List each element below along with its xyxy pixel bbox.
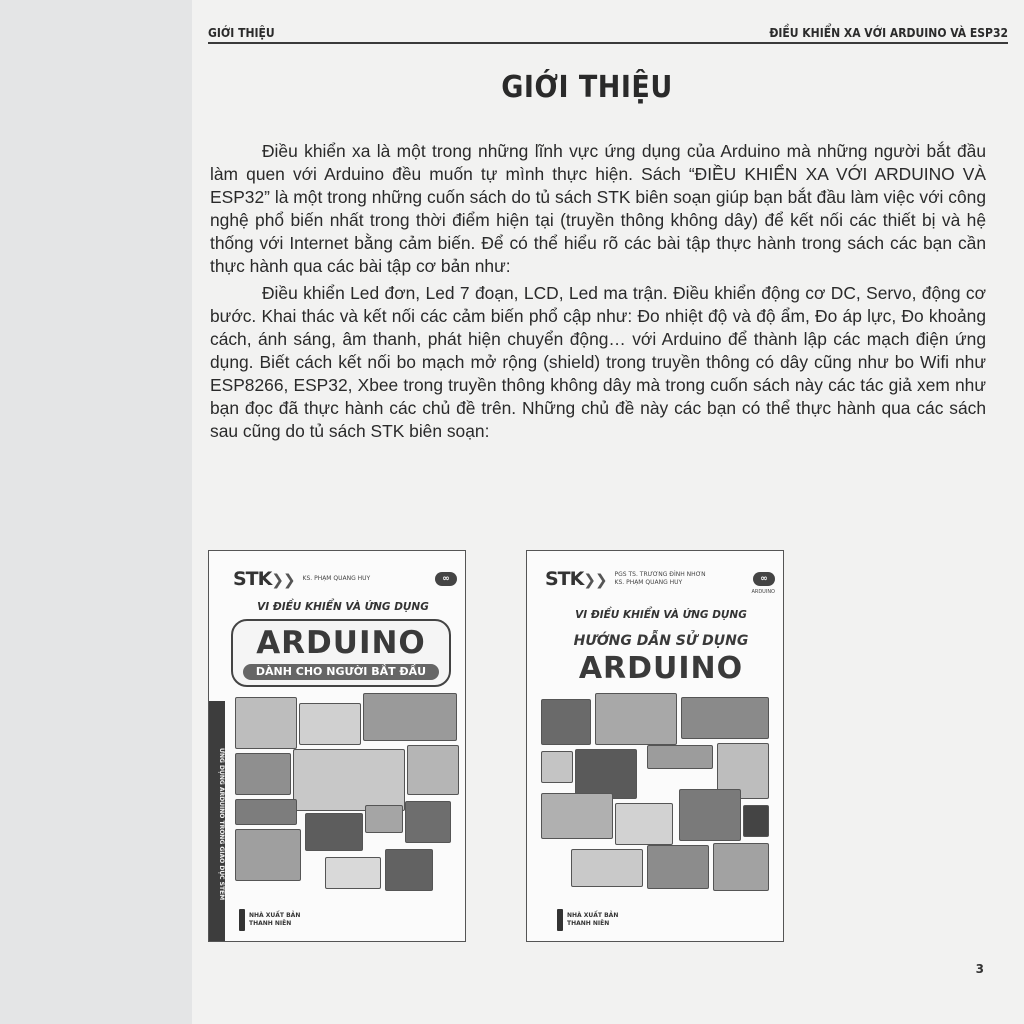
cover-series: VI ĐIỀU KHIỂN VÀ ỨNG DỤNG (257, 601, 429, 613)
cover-series: VI ĐIỀU KHIỂN VÀ ỨNG DỤNG (575, 609, 747, 621)
cover-publisher: NHÀ XUẤT BẢN THANH NIÊN (557, 909, 618, 931)
arduino-logo-icon: ∞ (435, 572, 457, 586)
cover-title: ARDUINO (256, 625, 426, 661)
header-section-title: GIỚI THIỆU (208, 26, 275, 40)
stk-logo: STK❯❯ (545, 568, 607, 590)
cover-title-badge (231, 619, 451, 687)
cover-title-line1: HƯỚNG DẪN SỬ DỤNG (573, 633, 749, 649)
cover-electronics-collage (235, 693, 457, 897)
header-book-title: ĐIỀU KHIỂN XA VỚI ARDUINO VÀ ESP32 (769, 26, 1008, 40)
cover-publisher: NHÀ XUẤT BẢN THANH NIÊN (239, 909, 300, 931)
cover-spine-text: ỨNG DỤNG ARDUINO TRONG GIÁO DỤC STEM (209, 701, 225, 941)
publisher-logo-icon (239, 909, 245, 931)
book-cover-arduino-beginners (208, 550, 466, 942)
paragraph-2: Điều khiển Led đơn, Led 7 đoạn, LCD, Led ma trận. Điều khiển động cơ DC, Servo, động cơ bước. Khai thác và kết nối các cảm biến phổ cập như: Đo nhiệt độ và độ ẩm, Đo áp lực, Đo khoảng cách, ánh sáng, âm thanh, phát hiện chuyển động… với Arduino để thành lập các mạch điện ứng dụng. Biết cách kết nối bo mạch mở rộng (shield) trong truyền thông có dây cũng như bo Wifi như ESP8266, ESP32, Xbee trong truyền thông không dây mà trong cuốn sách này các tác giả xem như bạn đọc đã thực hành các chủ đề trên. Những chủ đề này các bạn có thể thực hành qua các sách sau cũng do tủ sách STK biên soạn: (210, 283, 986, 441)
arduino-logo-icon: ∞ (753, 572, 775, 586)
book-cover-arduino-guide (526, 550, 784, 942)
arduino-label: ARDUINO (751, 589, 775, 595)
cover-header (545, 567, 775, 591)
cover-subtitle: DÀNH CHO NGƯỜI BẮT ĐẦU (243, 664, 439, 680)
cover-authors: PGS TS. TRƯƠNG ĐÌNH NHƠN KS. PHẠM QUANG HUY (614, 571, 706, 586)
publisher-logo-icon (557, 909, 563, 931)
running-header (208, 20, 1008, 44)
page-title: GIỚI THIỆU (501, 70, 673, 105)
cover-author: KS. PHẠM QUANG HUY (302, 575, 371, 582)
cover-electronics-collage (541, 693, 775, 897)
body-text (210, 140, 986, 448)
cover-title-line2: ARDUINO (578, 651, 744, 686)
stk-logo: STK❯❯ (233, 568, 295, 590)
page-number: 3 (975, 962, 984, 976)
paragraph-1: Điều khiển xa là một trong những lĩnh vực ứng dụng của Arduino mà những người bắt đầu làm quen với Arduino đều muốn tự mình thực hiện. Sách “ĐIỀU KHIỂN XA VỚI ARDUINO VÀ ESP32” là một trong những cuốn sách do tủ sách STK biên soạn giúp bạn bắt đầu làm việc với công nghệ phổ biến nhất trong thời điểm hiện tại (truyền thông không dây) để kết nối các thiết bị và hệ thống với Internet bằng cảm biến. Để có thể hiểu rõ các bài tập thực hành trong sách các bạn cần thực hành qua các bài tập cơ bản như: (210, 141, 986, 276)
book-page (192, 0, 1024, 1024)
cover-header (233, 567, 457, 591)
